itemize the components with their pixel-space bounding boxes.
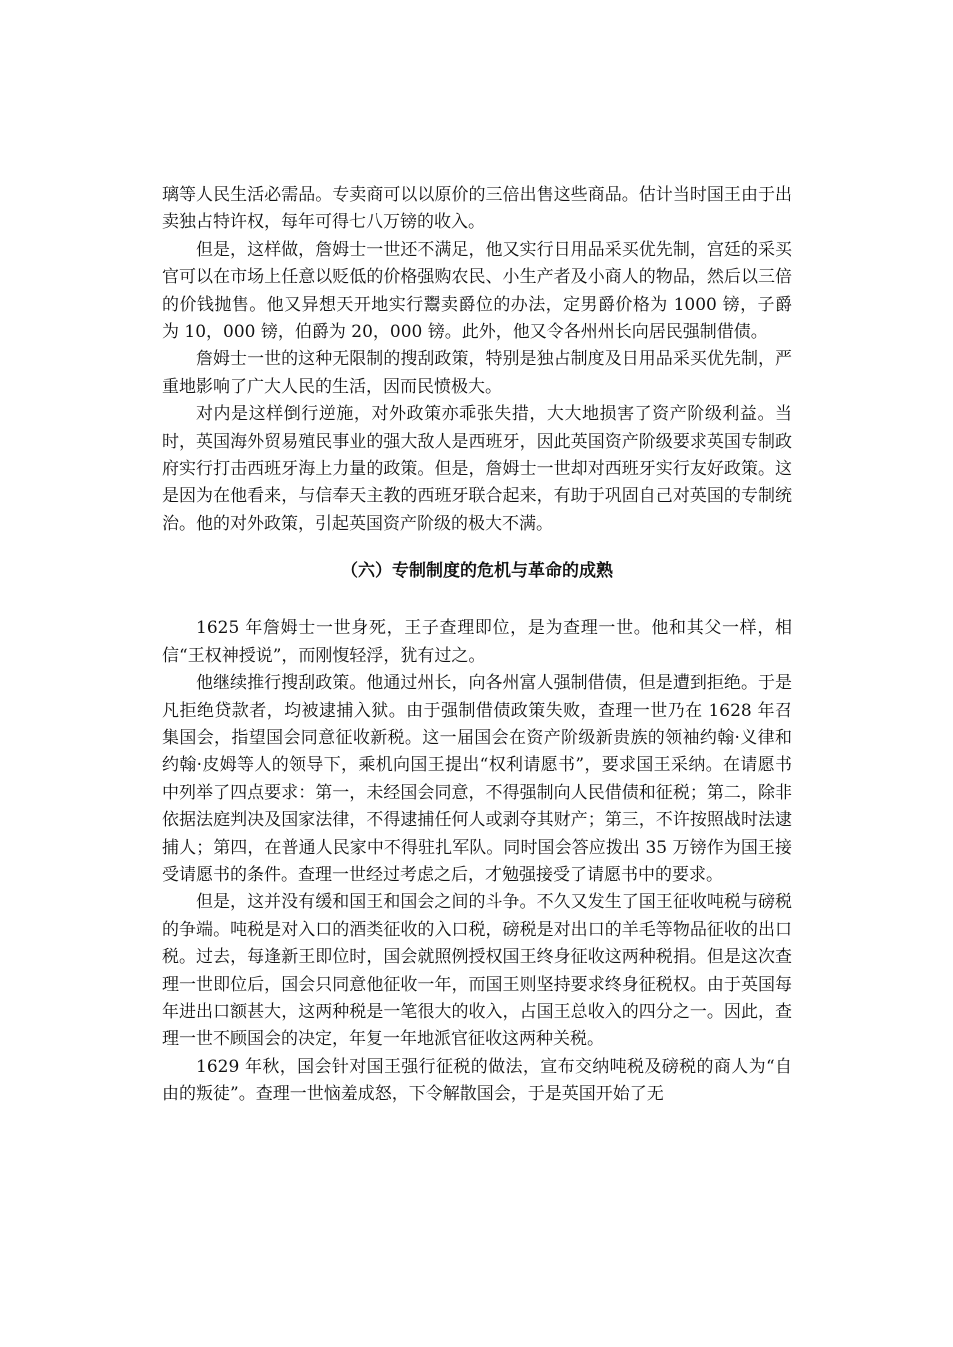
paragraph: 詹姆士一世的这种无限制的搜刮政策，特别是独占制度及日用品采买优先制，严重地影响了广大人民的生活，因而民愤极大。 xyxy=(162,349,792,397)
paragraph: 但是，这并没有缓和国王和国会之间的斗争。不久又发生了国王征收吨税与磅税的争端。吨税是对入口的酒类征收的入口税，磅税是对出口的羊毛等物品征收的出口税。过去，每逢新王即位时，国会就照例授权国王终身征收这两种税捐。但是这次查理一世即位后，国会只同意他征收一年，而国王则坚持要求终身征税权。由于英国每年进出口额甚大，这两种税是一笔很大的收入，占国王总收入的四分之一。因此，查理一世不顾国会的决定，年复一年地派官征收这两种关税。 xyxy=(162,892,792,1050)
paragraph: 他继续推行搜刮政策。他通过州长，向各州富人强制借债，但是遭到拒绝。于是凡拒绝贷款者，均被逮捕入狱。由于强制借债政策失败，查理一世乃在 1628 年召集国会，指望国会同意征收新税。这一届国会在资产阶级新贵族的领袖约翰·义律和约翰·皮姆等人的领导下，乘机向国王提出“权利请愿书”，要求国王采纳。在请愿书中列举了四点要求：第一，未经国会同意，不得强制向人民借债和征税；第二，除非依据法庭判决及国家法律，不得逮捕任何人或剥夺其财产；第三，不许按照战时法逮捕人；第四，在普通人民家中不得驻扎军队。同时国会答应拨出 35 万镑作为国王接受请愿书的条件。查理一世经过考虑之后，才勉强接受了请愿书中的要求。 xyxy=(162,673,792,885)
paragraph: 1625 年詹姆士一世身死，王子查理即位，是为查理一世。他和其父一样，相信“王权神授说”，而刚愎轻浮，犹有过之。 xyxy=(162,618,792,666)
section-heading: （六）专制制度的危机与革命的成熟 xyxy=(341,561,613,582)
paragraph: 1629 年秋，国会针对国王强行征税的做法，宣布交纳吨税及磅税的商人为“自由的叛徒”。查理一世恼羞成怒，下令解散国会，于是英国开始了无 xyxy=(162,1056,792,1105)
document-page xyxy=(162,182,792,1109)
paragraph: 但是，这样做，詹姆士一世还不满足，他又实行日用品采买优先制，宫廷的采买官可以在市场上任意以贬低的价格强购农民、小生产者及小商人的物品，然后以三倍的价钱抛售。他又异想天开地实行鬻卖爵位的办法，定男爵价格为 1000 镑，子爵为 10，000 镑，伯爵为 20，000 镑。此外，他又令各州州长向居民强制借债。 xyxy=(162,239,792,343)
paragraph: 对内是这样倒行逆施，对外政策亦乖张失措，大大地损害了资产阶级利益。当时，英国海外贸易殖民事业的强大敌人是西班牙，因此英国资产阶级要求英国专制政府实行打击西班牙海上力量的政策。但是，詹姆士一世却对西班牙实行友好政策。这是因为在他看来，与信奉天主教的西班牙联合起来，有助于巩固自己对英国的专制统治。他的对外政策，引起英国资产阶级的极大不满。 xyxy=(162,404,792,534)
paragraph-continued: 璃等人民生活必需品。专卖商可以以原价的三倍出售这些商品。估计当时国王由于出卖独占特许权，每年可得七八万镑的收入。 xyxy=(162,185,792,233)
